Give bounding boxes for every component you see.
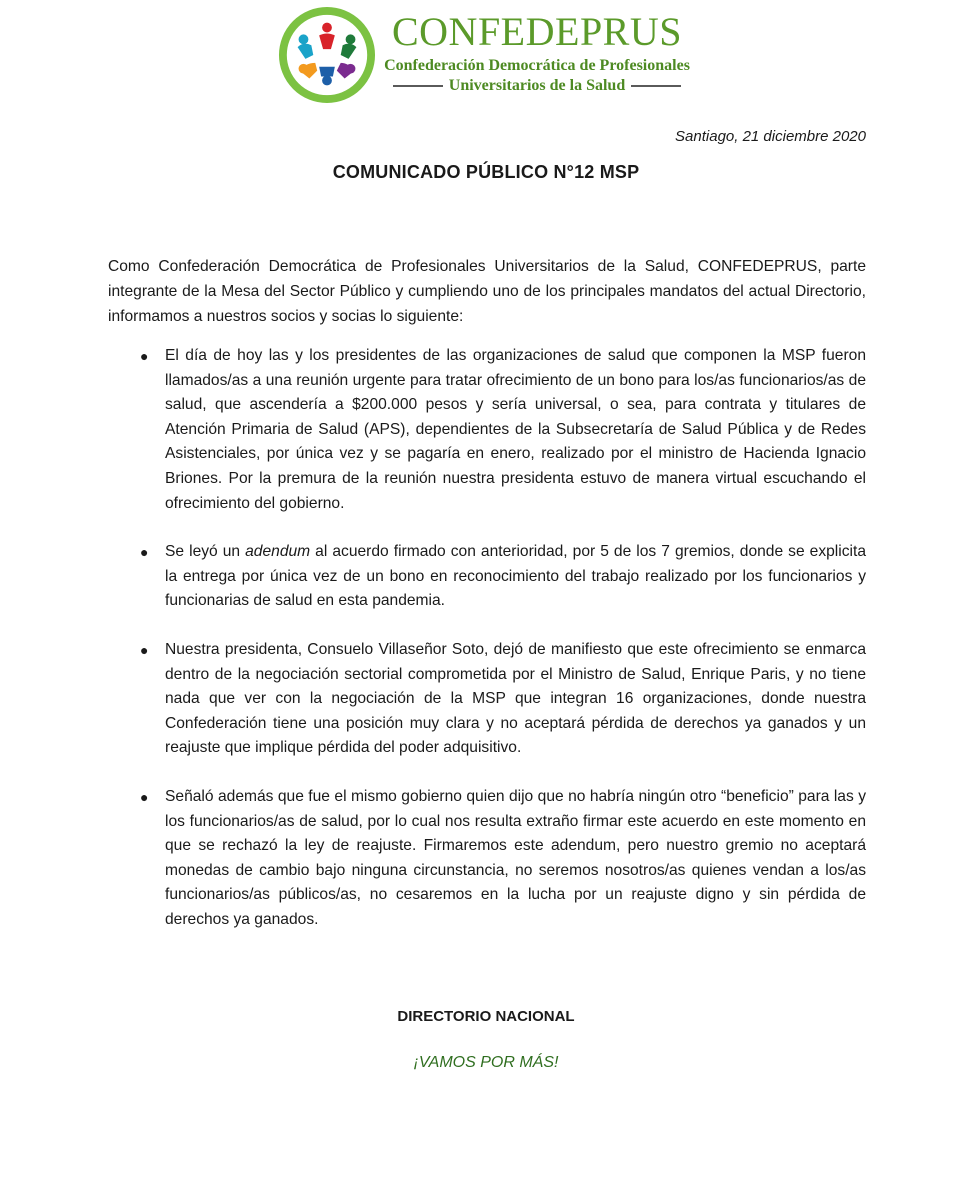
confedeprus-logo-icon — [278, 6, 376, 104]
intro-paragraph: Como Confederación Democrática de Profesionales Universitarios de la Salud, CONFEDEPRUS, parte integrante de la Mesa del Sector Público y cumpliendo uno de los principales mandatos del actual Directorio, informamos a nuestros socios y socias lo siguiente: — [108, 257, 866, 325]
organization-subtitle-1: Confederación Democrática de Profesionales — [384, 57, 690, 74]
list-item — [134, 344, 866, 516]
list-item-text-before: Se leyó un — [165, 543, 246, 561]
organization-subtitle-row — [382, 76, 692, 96]
bullet-icon: ● — [140, 641, 149, 658]
decorative-rule-right — [631, 85, 681, 87]
list-item — [134, 638, 866, 761]
organization-name: CONFEDEPRUS — [391, 9, 682, 54]
list-item-italic-term: adendum — [245, 543, 311, 561]
list-item — [134, 540, 866, 614]
organization-subtitle-2: Universitarios de la Salud — [448, 77, 626, 94]
document-date: Santiago, 21 diciembre 2020 — [675, 128, 866, 145]
bullet-icon: ● — [140, 544, 149, 561]
list-item-text: Nuestra presidenta, Consuelo Villaseñor Soto, dejó de manifiesto que este ofrecimiento se enmarca dentro de la negociación sectorial comprometida por el Ministro de Salud, Enrique Paris, y no tiene nada que ver con la negociación de la MSP que integran 16 organizaciones, donde nuestra Confederación tiene una posición muy clara y no aceptará pérdida de derechos ya ganados y un reajuste que implique pérdida del poder adquisitivo. — [165, 640, 866, 757]
bullet-list — [134, 344, 866, 956]
bullet-icon: ● — [140, 788, 149, 805]
list-item — [134, 785, 866, 933]
bullet-icon: ● — [140, 348, 149, 364]
motto: ¡VAMOS POR MÁS! — [413, 1054, 559, 1071]
list-item-text-after: al acuerdo firmado con anterioridad, por 5 de los 7 gremios, donde se explicita la entrega por única vez de un bono en reconocimiento del trabajo realizado por los funcionarios y funcionarias de salud en esta pandemia. — [165, 543, 867, 610]
decorative-rule-left — [393, 85, 443, 87]
document-title: COMUNICADO PÚBLICO N°12 MSP — [332, 162, 640, 182]
list-item-text: Señaló además que fue el mismo gobierno quien dijo que no habría ningún otro “beneficio” para las y los funcionarios/as de salud, por lo cual nos resulta extraño firmar este acuerdo en este momento en que se rechazó la ley de reajuste. Firmaremos este adendum, pero nuestro gremio no aceptará monedas de cambio bajo ninguna circunstancia, no seremos nosotros/as quienes vendan a los/as funcionarios/as públicos/as, no cesaremos en la lucha por un reajuste digno y sin pérdida de derechos ya ganados. — [165, 787, 866, 928]
letterhead — [278, 6, 698, 106]
signature: DIRECTORIO NACIONAL — [397, 1008, 575, 1025]
list-item-text: El día de hoy las y los presidentes de las organizaciones de salud que componen la MSP fueron llamados/as a una reunión urgente para tratar ofrecimiento de un bono para los/as funcionarios/as de salud, que ascendería a $200.000 pesos y sería universal, o sea, para contrata y titulares de Atención Primaria de Salud (APS), dependientes de la Subsecretaría de Salud Pública y de Redes Asistenciales, por única vez y se pagaría en enero, realizado por el ministro de Hacienda Ignacio Briones. Por la premura de la reunión nuestra presidenta estuvo de manera virtual escuchando el ofrecimiento del gobierno. — [165, 347, 866, 512]
